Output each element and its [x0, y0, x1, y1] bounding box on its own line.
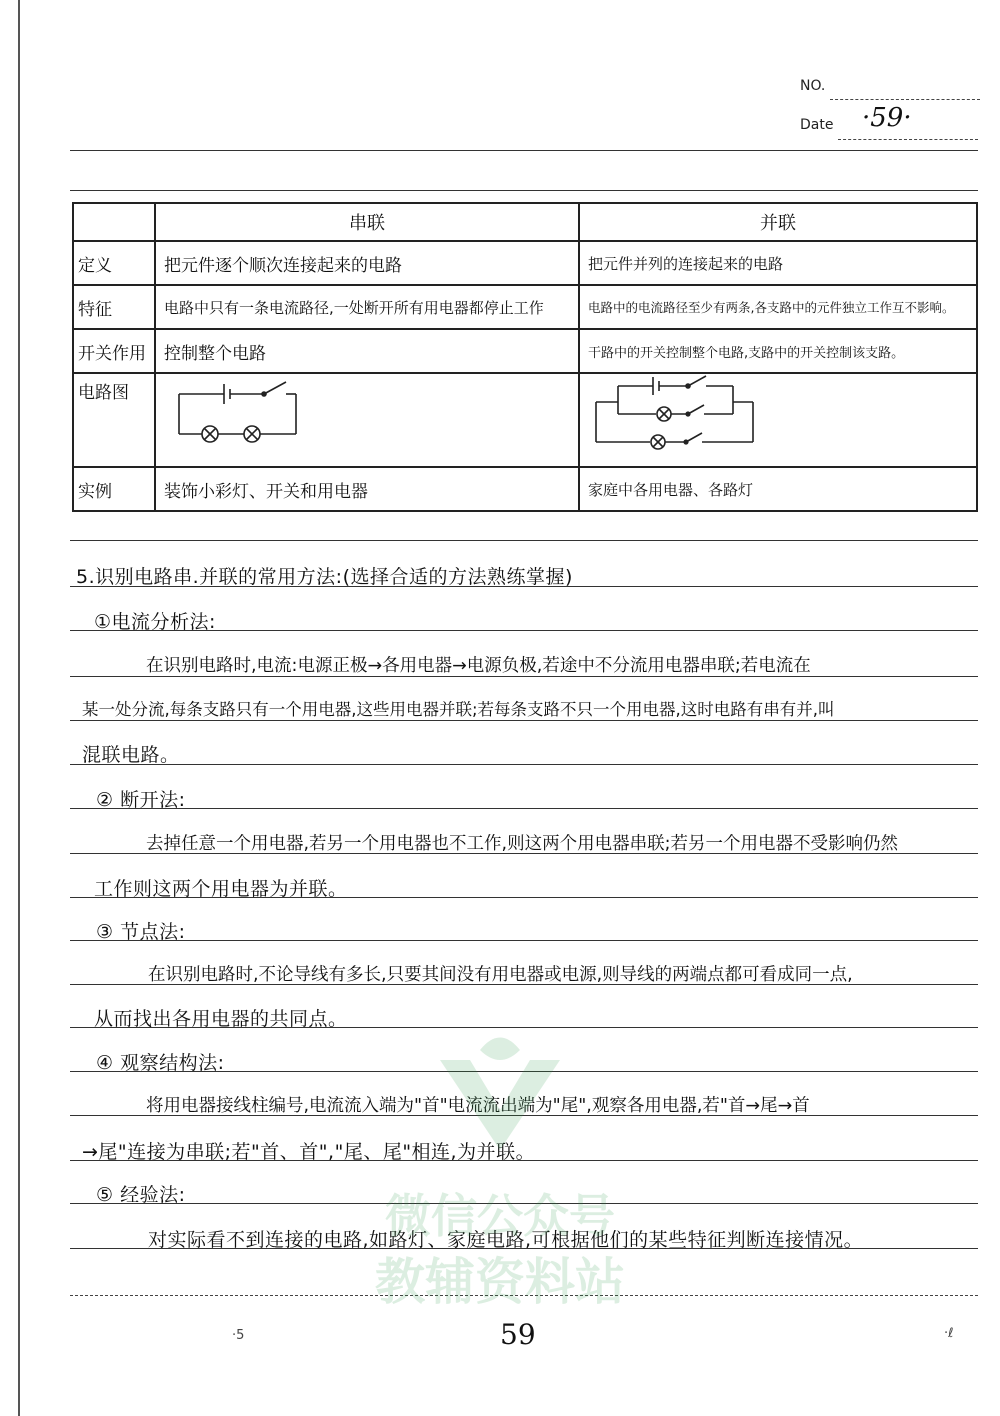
method-text-line: 去掉任意一个用电器,若另一个用电器也不工作,则这两个用电器串联;若另一个用电器不受影响仍然: [146, 834, 899, 854]
series-cell: 控制整个电路: [155, 329, 579, 373]
method-text-line: →尾"连接为串联;若"首、首","尾、尾"相连,为并联。: [82, 1141, 536, 1163]
no-label: NO.: [800, 78, 826, 94]
parallel-cell: 干路中的开关控制整个电路,支路中的开关控制该支路。: [579, 329, 977, 373]
watermark-text-top: 微信公众号: [385, 1189, 615, 1243]
row-label: 特征: [73, 285, 155, 329]
row-label: 定义: [73, 241, 155, 285]
method-text-line: 将用电器接线柱编号,电流流入端为"首"电流流出端为"尾",观察各用电器,若"首→尾→首: [146, 1096, 810, 1116]
ruled-line-bottom: [70, 1295, 978, 1296]
series-circuit-cell: [155, 373, 579, 467]
ruled-line: [70, 190, 978, 191]
table-row: [73, 467, 977, 511]
switch-blade: [688, 376, 706, 386]
switch-blade: [264, 382, 286, 394]
page-number: 59: [500, 1318, 536, 1351]
ruled-line: [70, 150, 978, 151]
ruled-line: [70, 764, 978, 765]
series-parallel-table: [72, 202, 978, 512]
parallel-circuit-cell: [579, 373, 977, 467]
col-header-parallel: 并联: [579, 203, 977, 241]
ruled-line: [70, 940, 978, 941]
row-label: 开关作用: [73, 329, 155, 373]
method-text-line: 某一处分流,每条支路只有一个用电器,这些用电器并联;若每条支路不只一个用电器,这时电路有串有并,叫: [82, 700, 835, 719]
ruled-line: [70, 808, 978, 809]
binding-edge: [18, 0, 20, 1416]
method-text-line: 对实际看不到连接的电路,如路灯、家庭电路,可根据他们的某些特征判断连接情况。: [148, 1229, 864, 1251]
row-label: 实例: [73, 467, 155, 511]
footer-right-mark: ·ℓ: [944, 1326, 954, 1341]
switch-blade: [688, 405, 704, 414]
parallel-cell: 家庭中各用电器、各路灯: [579, 467, 977, 511]
watermark-text-bottom: 教辅资料站: [375, 1253, 625, 1311]
ruled-line: [70, 1203, 978, 1204]
table-row: [73, 373, 977, 467]
table-corner-cell: [73, 203, 155, 241]
parallel-cell: 电路中的电流路径至少有两条,各支路中的元件独立工作互不影响。: [579, 285, 977, 329]
method-title: ③ 节点法:: [96, 921, 186, 943]
parallel-cell: 把元件并列的连接起来的电路: [579, 241, 977, 285]
col-header-series: 串联: [155, 203, 579, 241]
watermark: [330, 1030, 670, 1320]
method-title: ①电流分析法:: [94, 611, 216, 633]
table-row: [73, 241, 977, 285]
series-circuit-diagram: [164, 374, 324, 452]
method-title: ⑤ 经验法:: [96, 1184, 186, 1206]
method-text-line: 在识别电路时,电流:电源正极→各用电器→电源负极,若途中不分流用电器串联;若电流在: [146, 656, 811, 676]
parallel-circuit-diagram: [588, 374, 758, 454]
series-cell: 把元件逐个顺次连接起来的电路: [155, 241, 579, 285]
footer-left-mark: ·5: [232, 1328, 245, 1343]
ruled-line: [70, 540, 978, 541]
switch-blade: [686, 433, 702, 442]
series-cell: 电路中只有一条电流路径,一处断开所有用电器都停止工作: [155, 285, 579, 329]
date-label: Date: [800, 117, 834, 133]
method-title: ④ 观察结构法:: [96, 1052, 225, 1074]
method-title: ② 断开法:: [96, 789, 186, 811]
method-text-line: 从而找出各用电器的共同点。: [94, 1008, 348, 1030]
method-text-line: 在识别电路时,不论导线有多长,只要其间没有用电器或电源,则导线的两端点都可看成同一点,: [148, 965, 853, 985]
ruled-line: [70, 720, 978, 721]
table-header-row: [73, 203, 977, 241]
table-row: [73, 285, 977, 329]
method-text-line: 混联电路。: [82, 744, 180, 766]
row-label: 电路图: [73, 373, 155, 467]
method-text-line: 工作则这两个用电器为并联。: [94, 878, 348, 900]
date-value: ·59·: [862, 103, 912, 133]
section-heading: 5.识别电路串.并联的常用方法:(选择合适的方法熟练掌握): [76, 566, 573, 588]
no-field-line: [830, 99, 980, 100]
date-field-line: [838, 139, 978, 140]
series-cell: 装饰小彩灯、开关和用电器: [155, 467, 579, 511]
table-row: [73, 329, 977, 373]
